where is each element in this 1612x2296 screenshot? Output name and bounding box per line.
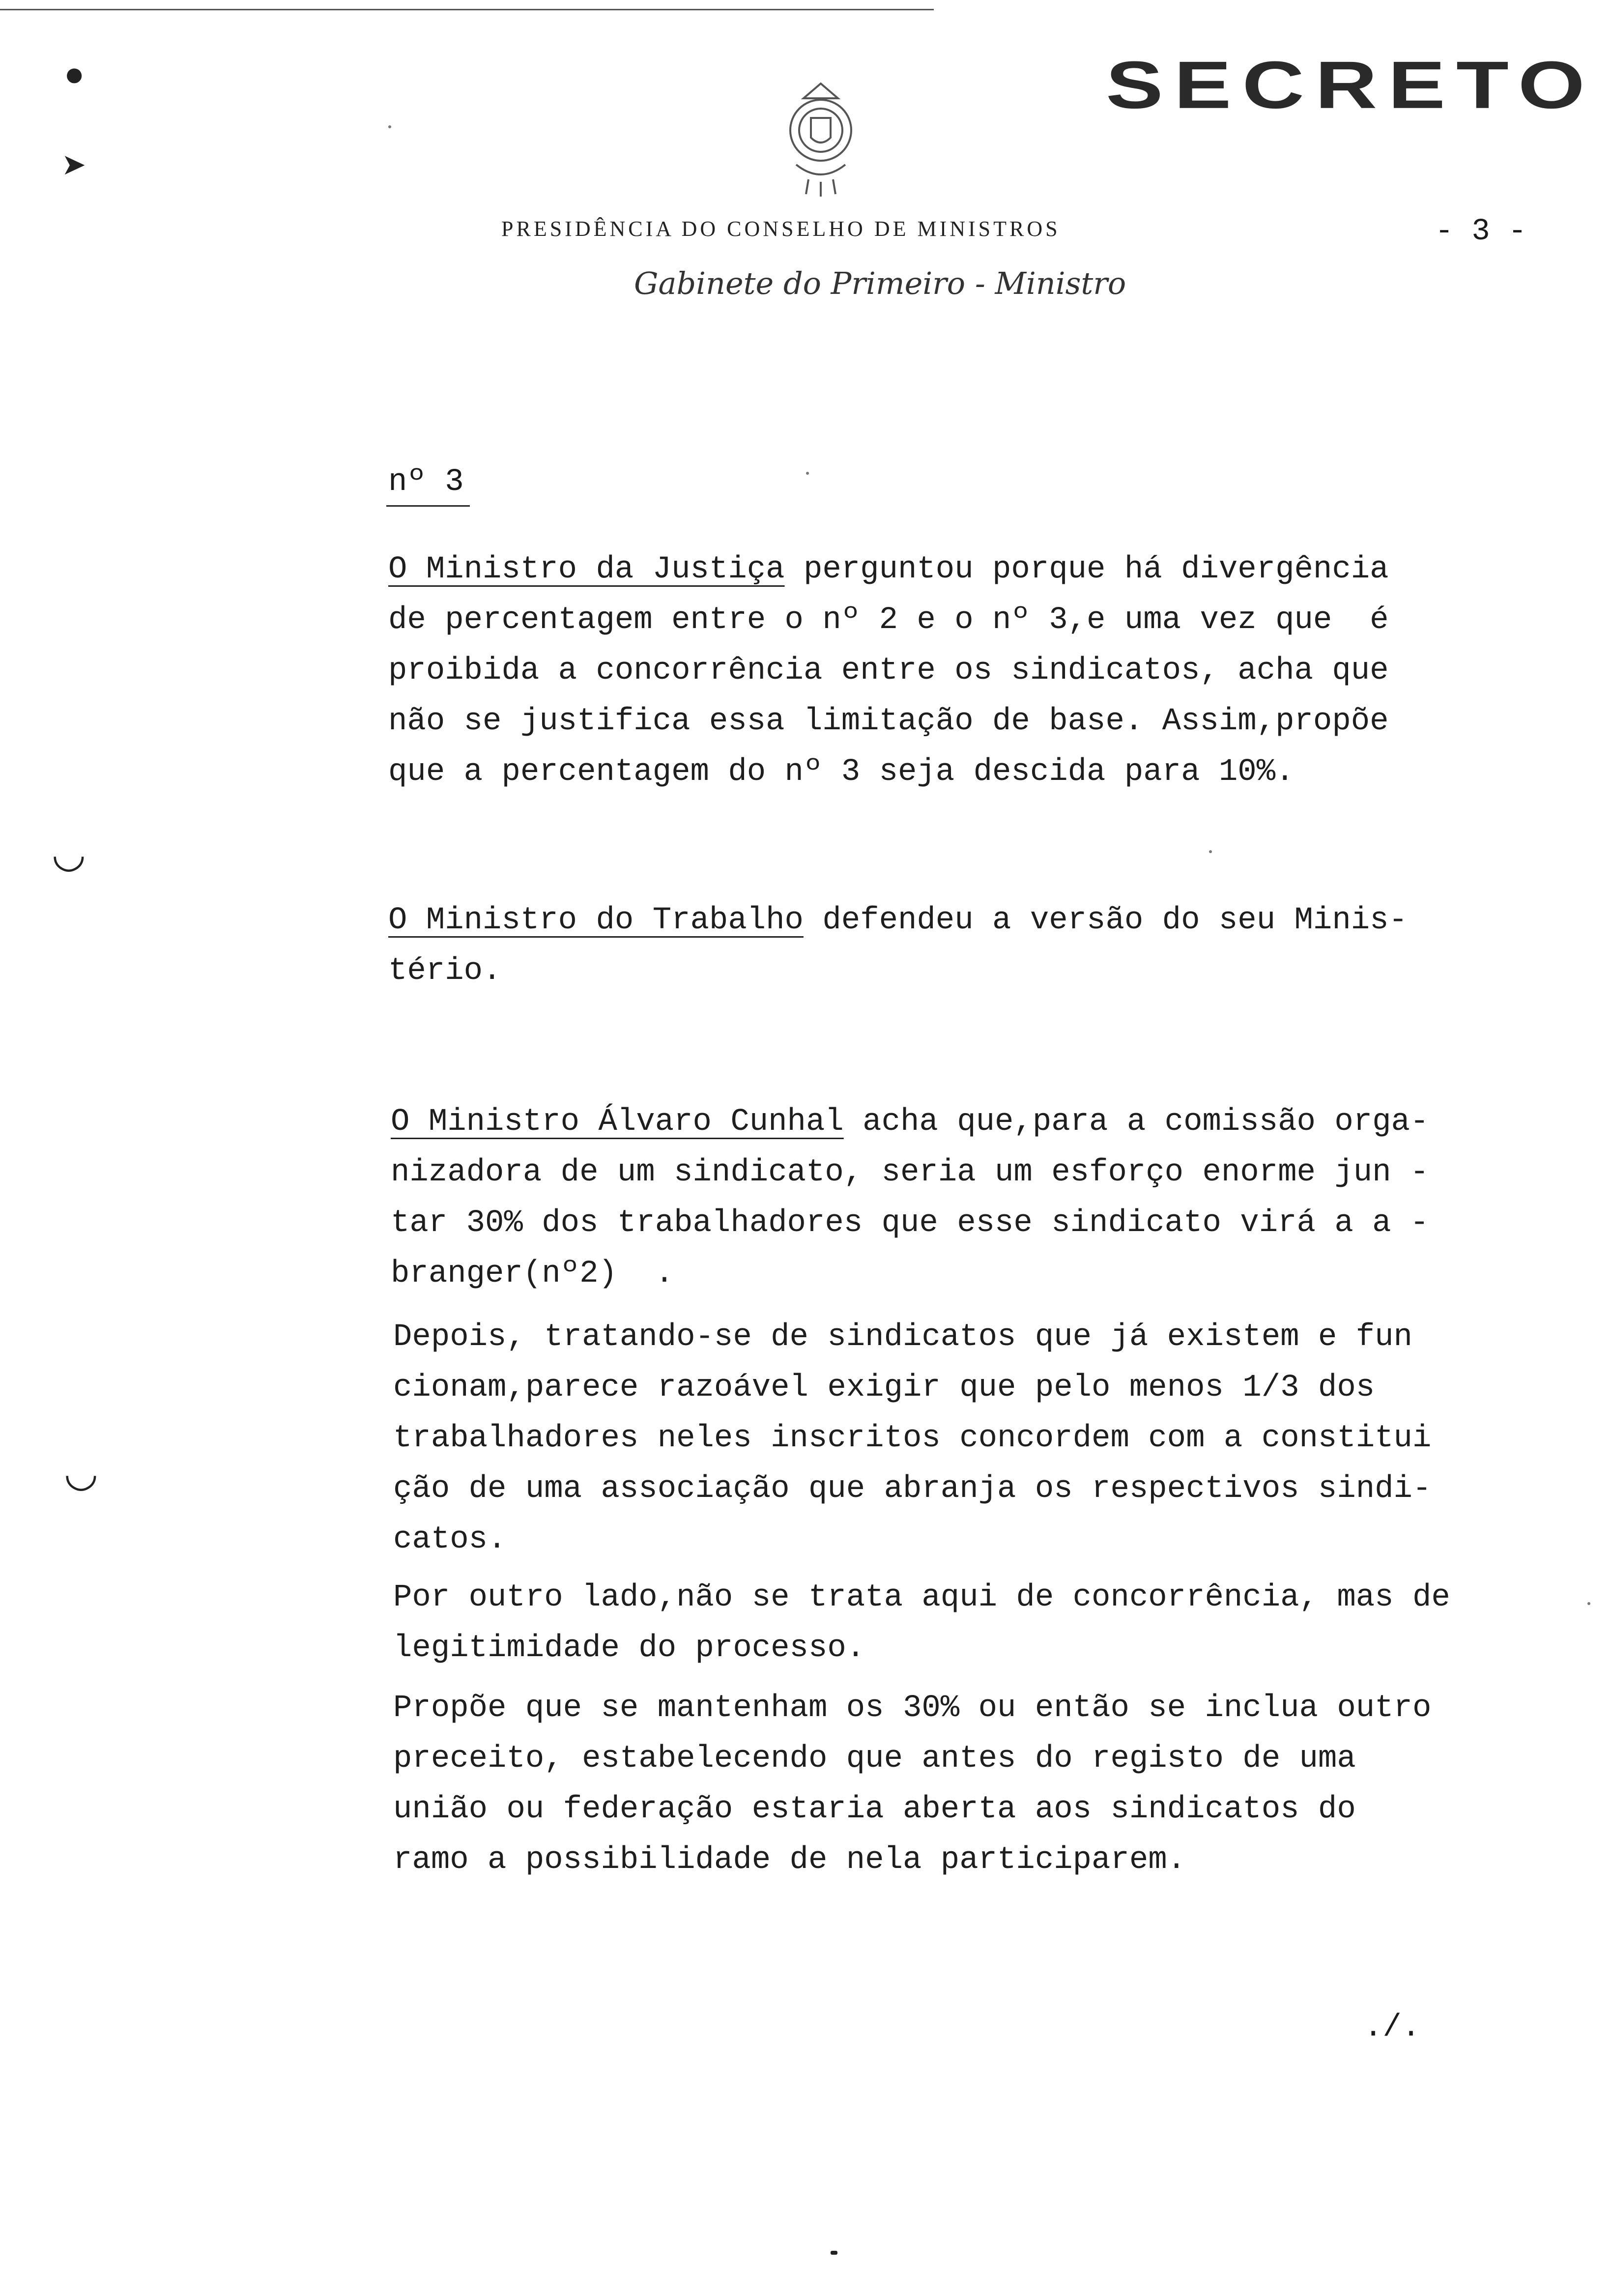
paragraph-line: nizadora de um sindicato, seria um esforço enorme jun -: [391, 1155, 1429, 1190]
paragraph-labour-minister: O Ministro do Trabalho defendeu a versão do seu Minis- tério.: [388, 903, 1408, 989]
continuation-mark: ./.: [1364, 2010, 1421, 2045]
paragraph-line: trabalhadores neles inscritos concordem com a constitui: [393, 1421, 1432, 1456]
item-reference: nº 3: [388, 464, 464, 500]
speaker-name: O Ministro da Justiça: [388, 552, 785, 587]
paragraph-line: legitimidade do processo.: [393, 1631, 865, 1666]
paragraph-line: ção de uma associação que abranja os respectivos sindi-: [393, 1471, 1432, 1507]
margin-dot-mark: ●: [64, 55, 85, 93]
paragraph-legitimacy: [393, 1573, 1450, 1674]
header-title: PRESIDÊNCIA DO CONSELHO DE MINISTROS: [501, 217, 1061, 241]
paragraph-proposal: [393, 1683, 1431, 1886]
coat-of-arms-icon: [767, 79, 875, 201]
paragraph-justice-minister: O Ministro da Justiça perguntou porque há divergência de percentagem entre o nº 2 e o nº 3,e uma vez que é proibida a concorrência entre os sindicatos, acha que não se justifica essa limitação de base. Assim,propõe que a percentagem do nº 3 seja descida para 10%.: [388, 552, 1389, 790]
paragraph-line: Propõe que se mantenham os 30% ou então se inclua outro: [393, 1691, 1432, 1726]
paragraph-line: não se justifica essa limitação de base. Assim,propõe: [388, 704, 1389, 739]
paragraph-line: tar 30% dos trabalhadores que esse sindicato virá a a -: [391, 1205, 1429, 1241]
speaker-name: O Ministro do Trabalho: [388, 903, 804, 938]
paragraph-line: de percentagem entre o nº 2 e o nº 3,e uma vez que é: [388, 603, 1389, 638]
paragraph-line: preceito, estabelecendo que antes do registo de uma: [393, 1741, 1356, 1777]
paragraph-line: Por outro lado,não se trata aqui de concorrência, mas de: [393, 1580, 1450, 1615]
paragraph-line: ramo a possibilidade de nela participarem.: [393, 1842, 1186, 1878]
paragraph-line: proibida a concorrência entre os sindicatos, acha que: [388, 653, 1389, 689]
header-subtitle: Gabinete do Primeiro - Ministro: [634, 265, 1126, 301]
paragraph-line: tério.: [388, 953, 502, 989]
speaker-name: O Ministro Álvaro Cunhal: [391, 1104, 844, 1140]
secret-stamp: SECRETO: [1106, 48, 1596, 123]
paragraph-line: branger(nº2) .: [391, 1256, 674, 1292]
page-number: - 3 -: [1435, 214, 1527, 249]
margin-curve-mark: ◡: [52, 832, 86, 875]
paragraph-line: Depois, tratando-se de sindicatos que já existem e fun: [393, 1320, 1412, 1355]
scan-speck: [1587, 1602, 1590, 1605]
scan-speck: [388, 125, 391, 128]
top-rule: [0, 9, 934, 10]
scan-speck: [1209, 850, 1212, 853]
scan-speck: [831, 2251, 837, 2255]
scan-speck: [806, 472, 809, 475]
paragraph-cunhal-continued: [393, 1312, 1431, 1565]
paragraph-line: que a percentagem do nº 3 seja descida para 10%.: [388, 754, 1295, 790]
paragraph-line: catos.: [393, 1522, 507, 1557]
paragraph-line: cionam,parece razoável exigir que pelo menos 1/3 dos: [393, 1370, 1375, 1406]
paragraph-line: união ou federação estaria aberta aos sindicatos do: [393, 1792, 1356, 1827]
paragraph-cunhal: O Ministro Álvaro Cunhal acha que,para a comissão orga- nizadora de um sindicato, seria um esforço enorme jun - tar 30% dos trabalhadores que esse sindicato virá a a - branger(nº2) .: [391, 1104, 1429, 1292]
margin-arrow-mark: ➤: [61, 148, 86, 181]
margin-curve-mark: ◡: [64, 1451, 98, 1494]
